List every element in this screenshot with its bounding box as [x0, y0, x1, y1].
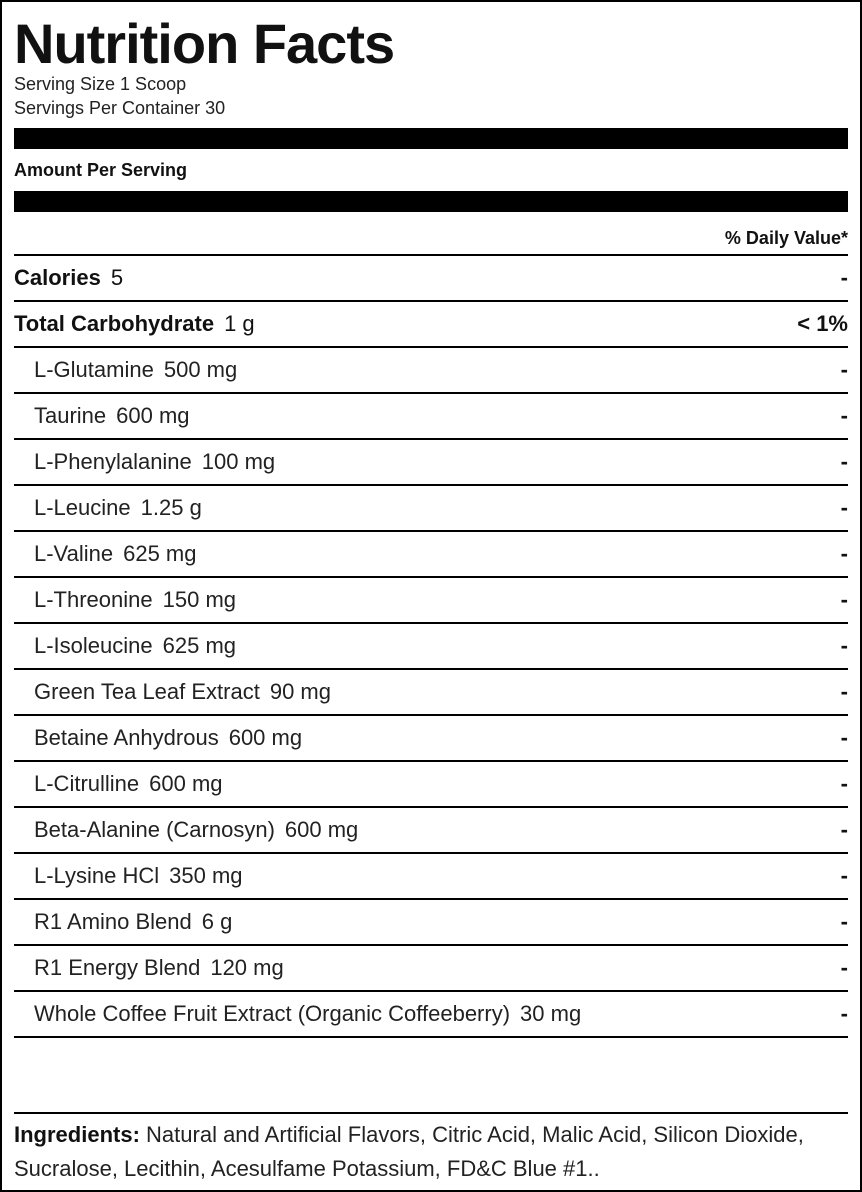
nutrient-row — [14, 946, 848, 992]
nutrient-amount: 5 — [110, 265, 124, 290]
nutrient-amount: 120 mg — [210, 955, 284, 980]
daily-value: - — [840, 1001, 848, 1026]
nutrient-label — [34, 679, 331, 705]
daily-value: - — [840, 771, 848, 796]
nutrient-row — [14, 762, 848, 808]
nutrient-row — [14, 716, 848, 762]
nutrient-name: Beta-Alanine (Carnosyn) — [34, 817, 275, 842]
nutrient-label — [34, 909, 232, 935]
nutrient-name: Whole Coffee Fruit Extract (Organic Coffeeberry) — [34, 1001, 511, 1026]
nutrient-row — [14, 670, 848, 716]
serving-size: Serving Size 1 Scoop — [14, 74, 187, 94]
main-nutrient-rows — [14, 256, 848, 348]
daily-value: < 1% — [797, 311, 848, 336]
nutrient-label — [34, 1001, 581, 1027]
daily-value: - — [840, 725, 848, 750]
daily-value: - — [840, 357, 848, 382]
blank-spacer — [14, 1038, 848, 1114]
nutrient-amount: 30 mg — [520, 1001, 582, 1026]
nutrient-row — [14, 348, 848, 394]
ingredients-text: Natural and Artificial Flavors, Citric Acid, Malic Acid, Silicon Dioxide, Sucralose, Lecithin, Acesulfame Potassium, FD&C Blue #1.. — [14, 1122, 804, 1181]
nutrient-amount: 600 mg — [228, 725, 303, 750]
daily-value: - — [840, 587, 848, 612]
nutrient-amount: 600 mg — [149, 771, 223, 796]
daily-value: - — [840, 955, 848, 980]
nutrient-row — [14, 440, 848, 486]
sub-nutrient-rows — [14, 348, 848, 1038]
nutrient-label — [14, 265, 123, 291]
nutrient-name: L-Glutamine — [34, 357, 154, 382]
nutrient-label — [34, 541, 196, 567]
daily-value: - — [840, 265, 848, 290]
nutrient-label — [34, 449, 275, 475]
thick-divider — [14, 128, 848, 149]
servings-per-container: Servings Per Container 30 — [14, 98, 226, 118]
nutrient-row — [14, 808, 848, 854]
nutrient-row — [14, 532, 848, 578]
nutrient-amount: 600 mg — [116, 403, 190, 428]
nutrient-label — [34, 403, 190, 429]
nutrient-amount: 90 mg — [269, 679, 331, 704]
nutrient-name: L-Isoleucine — [34, 633, 153, 658]
nutrient-amount: 150 mg — [162, 587, 237, 612]
nutrient-row — [14, 302, 848, 348]
nutrient-name: L-Phenylalanine — [34, 449, 192, 474]
nutrient-name: Total Carbohydrate — [14, 311, 215, 336]
nutrient-label — [14, 311, 255, 337]
nutrient-label — [34, 357, 237, 383]
daily-value: - — [840, 679, 848, 704]
nutrient-label — [34, 955, 284, 981]
nutrient-label — [34, 587, 236, 613]
nutrient-amount: 625 mg — [162, 633, 237, 658]
daily-value: - — [840, 909, 848, 934]
nutrient-row — [14, 578, 848, 624]
thick-divider — [14, 191, 848, 212]
nutrient-label — [34, 863, 243, 889]
nutrient-label — [34, 633, 236, 659]
nutrient-label — [34, 495, 202, 521]
nutrient-name: R1 Energy Blend — [34, 955, 201, 980]
daily-value: - — [840, 863, 848, 888]
nutrient-amount: 625 mg — [123, 541, 197, 566]
nutrient-name: L-Valine — [34, 541, 114, 566]
nutrient-amount: 600 mg — [284, 817, 359, 842]
nutrient-name: Betaine Anhydrous — [34, 725, 219, 750]
nutrient-amount: 6 g — [201, 909, 233, 934]
nutrient-name: L-Threonine — [34, 587, 153, 612]
nutrient-label — [34, 817, 358, 843]
nutrient-amount: 1 g — [224, 311, 255, 336]
daily-value: - — [840, 403, 848, 428]
nutrient-amount: 100 mg — [201, 449, 276, 474]
daily-value: - — [840, 449, 848, 474]
daily-value-header: % Daily Value* — [14, 212, 848, 256]
amount-per-serving: Amount Per Serving — [14, 160, 188, 180]
nutrient-name: L-Leucine — [34, 495, 131, 520]
nutrient-name: L-Citrulline — [34, 771, 140, 796]
nutrient-row — [14, 992, 848, 1038]
nutrient-name: R1 Amino Blend — [34, 909, 192, 934]
nutrient-label — [34, 725, 302, 751]
nutrient-name: L-Lysine HCl — [34, 863, 160, 888]
nutrient-amount: 1.25 g — [140, 495, 202, 520]
nutrient-row — [14, 394, 848, 440]
nutrient-name: Green Tea Leaf Extract — [34, 679, 260, 704]
nutrient-row — [14, 900, 848, 946]
daily-value: - — [840, 633, 848, 658]
nutrient-row — [14, 486, 848, 532]
nutrient-row — [14, 256, 848, 302]
nutrient-name: Taurine — [34, 403, 107, 428]
ingredients-label: Ingredients: — [14, 1122, 140, 1147]
nutrient-label — [34, 771, 223, 797]
label-title: Nutrition Facts — [14, 12, 395, 75]
daily-value: - — [840, 495, 848, 520]
nutrient-row — [14, 854, 848, 900]
nutrient-amount: 350 mg — [169, 863, 243, 888]
nutrient-name: Calories — [14, 265, 101, 290]
daily-value: - — [840, 541, 848, 566]
ingredients — [14, 1114, 848, 1186]
nutrient-amount: 500 mg — [163, 357, 238, 382]
daily-value: - — [840, 817, 848, 842]
nutrient-row — [14, 624, 848, 670]
